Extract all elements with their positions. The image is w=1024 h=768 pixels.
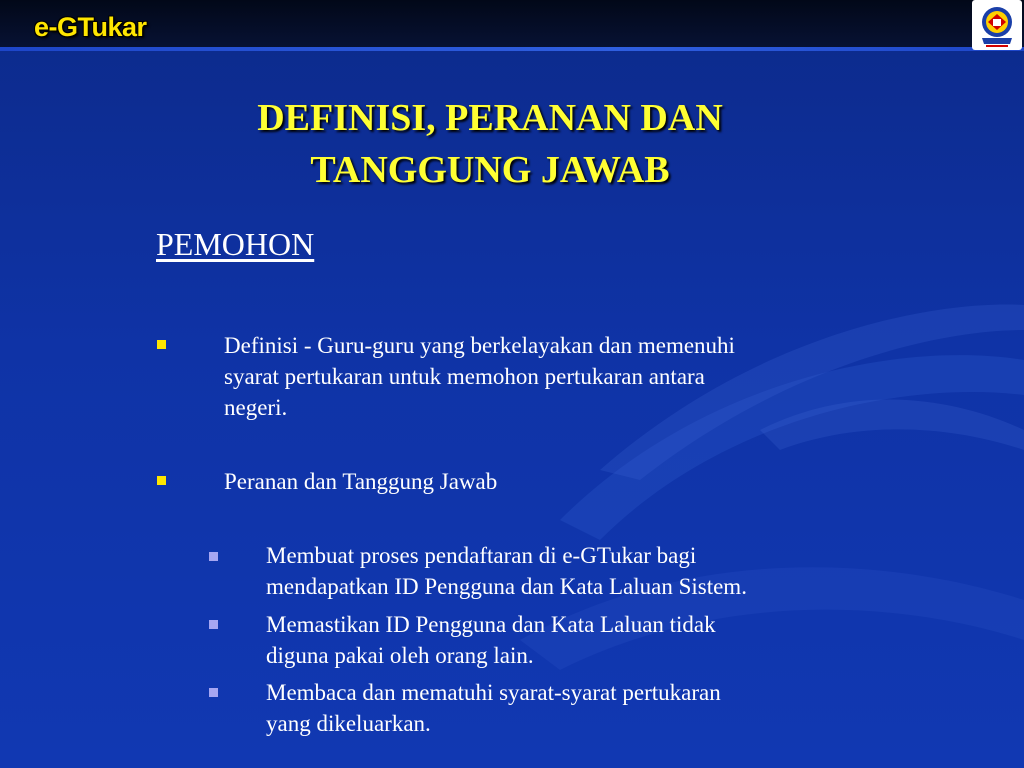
sub-bullet-line: diguna pakai oleh orang lain. bbox=[266, 643, 534, 668]
title-line-2: TANGGUNG JAWAB bbox=[310, 149, 670, 191]
sub-bullet-line: Memastikan ID Pengguna dan Kata Laluan tidak bbox=[266, 612, 716, 637]
subheading: PEMOHON bbox=[156, 226, 315, 262]
bullet-line: syarat pertukaran untuk memohon pertukaran antara bbox=[224, 364, 705, 389]
bullet-line: Peranan dan Tanggung Jawab bbox=[224, 469, 498, 494]
bullet-peranan bbox=[224, 466, 497, 497]
sub-bullet-line: mendapatkan ID Pengguna dan Kata Laluan Sistem. bbox=[266, 574, 747, 599]
top-bar bbox=[0, 0, 1024, 50]
sub-bullet-2 bbox=[266, 609, 716, 671]
sub-bullet-1 bbox=[266, 540, 747, 602]
jata-kementerian-logo-icon bbox=[972, 0, 1022, 50]
sub-bullet-line: yang dikeluarkan. bbox=[266, 711, 431, 736]
sub-bullet-square-icon bbox=[209, 552, 218, 561]
sub-bullet-square-icon bbox=[209, 620, 218, 629]
sub-bullet-3 bbox=[266, 677, 721, 739]
sub-bullet-line: Membaca dan mematuhi syarat-syarat pertukaran bbox=[266, 680, 721, 705]
sub-bullet-line: Membuat proses pendaftaran di e-GTukar bagi bbox=[266, 543, 697, 568]
bullet-square-icon bbox=[157, 340, 166, 349]
brand-title: e-GTukar bbox=[34, 12, 147, 42]
bullet-line: Definisi - Guru-guru yang berkelayakan dan memenuhi bbox=[224, 333, 735, 358]
slide-title bbox=[150, 92, 830, 196]
bullet-line: negeri. bbox=[224, 395, 288, 420]
top-bar-divider bbox=[0, 47, 1024, 51]
sub-bullet-square-icon bbox=[209, 688, 218, 697]
bullet-definisi bbox=[224, 330, 735, 423]
title-line-1: DEFINISI, PERANAN DAN bbox=[257, 97, 723, 139]
bullet-square-icon bbox=[157, 476, 166, 485]
